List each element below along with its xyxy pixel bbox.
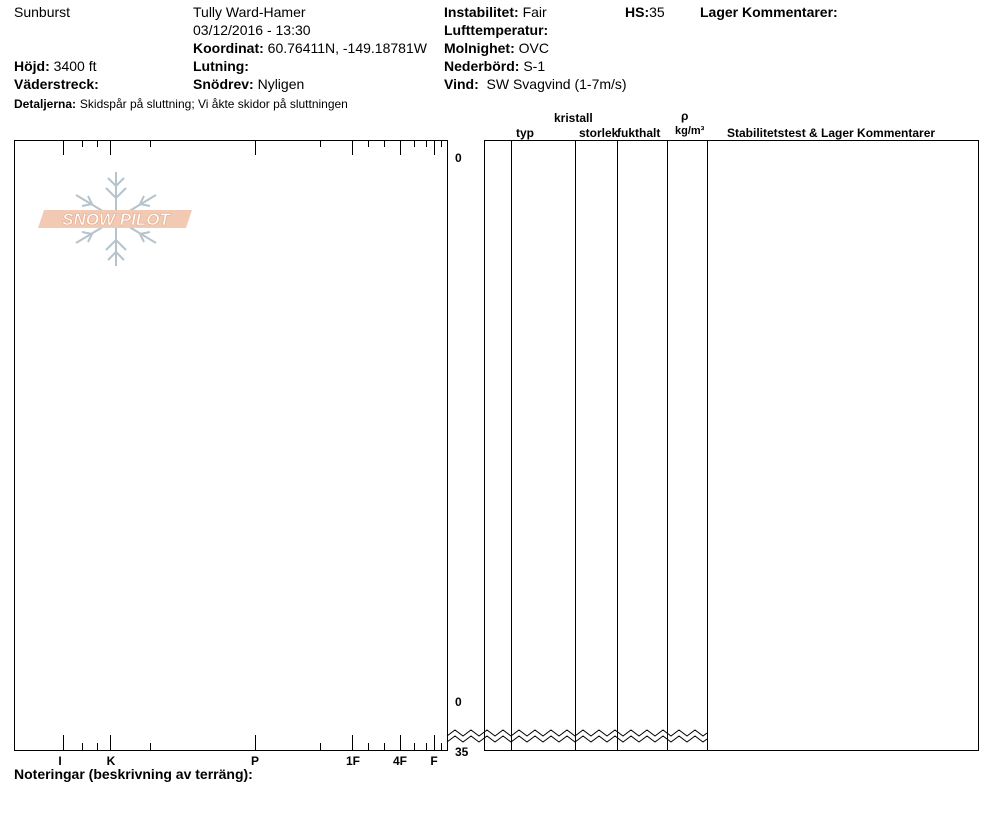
details-value: Skidspår på sluttning; Vi åkte skidor på sluttningen	[79, 97, 348, 111]
wind-value: SW Svagvind (1-7m/s)	[486, 76, 627, 92]
observer-name: Tully Ward-Hamer	[193, 4, 306, 20]
hs-value: 35	[649, 4, 665, 20]
hardness-label-i: I	[58, 754, 62, 768]
density-unit-header: kg/m³	[675, 125, 705, 137]
hs-label: HS:	[625, 4, 650, 20]
precip-value: S-1	[523, 58, 546, 74]
coordinates-label: Koordinat:	[193, 40, 264, 56]
precip-label: Nederbörd:	[444, 58, 520, 74]
hardness-top-ticks	[64, 140, 442, 155]
wind-loading-label: Snödrev:	[193, 76, 254, 92]
stability-label: Instabilitet:	[444, 4, 519, 20]
layer-comments-label: Lager Kommentarer:	[700, 4, 838, 20]
logo-text: SNOW PILOT	[62, 210, 170, 229]
stability-comments-header: Stabilitetstest & Lager Kommentarer	[727, 126, 936, 140]
location-name: Sunburst	[14, 4, 71, 20]
depth-label-bottom-inner: 0	[455, 695, 462, 709]
depth-label-top: 0	[455, 151, 462, 165]
layer-table-frame	[485, 141, 979, 751]
slope-label: Lutning:	[193, 58, 249, 74]
type-header: typ	[516, 126, 534, 140]
elevation-label: Höjd:	[14, 58, 50, 74]
hardness-label-k: K	[106, 754, 116, 768]
aspect-label: Väderstreck:	[14, 76, 99, 92]
hardness-label-f: F	[430, 754, 438, 768]
sky-label: Molnighet:	[444, 40, 515, 56]
coordinates-value: 60.76411N, -149.18781W	[267, 40, 427, 56]
hardness-label-4f: 4F	[392, 754, 408, 768]
air-temp-label: Lufttemperatur:	[444, 22, 549, 38]
stability-value: Fair	[522, 4, 547, 20]
wind-label: Vind:	[444, 76, 479, 92]
details-label: Detaljerna:	[14, 97, 77, 111]
observation-datetime: 03/12/2016 - 13:30	[193, 22, 311, 38]
elevation-value: 3400 ft	[53, 58, 97, 74]
rho-header: ρ	[681, 109, 689, 123]
hardness-label-p: P	[250, 754, 260, 768]
hardness-label-1f: 1F	[345, 754, 361, 768]
depth-label-bottom: 35	[455, 745, 469, 759]
snow-pilot-logo	[36, 170, 196, 270]
wind-loading-value: Nyligen	[257, 76, 305, 92]
crystal-header: kristall	[554, 111, 593, 125]
moisture-header: fukthalt	[617, 126, 661, 140]
sky-value: OVC	[518, 40, 549, 56]
size-header: storlek	[579, 126, 619, 140]
hardness-bottom-ticks	[64, 735, 442, 750]
layer-table-column-lines	[512, 140, 708, 750]
notes-label: Noteringar (beskrivning av terräng):	[14, 766, 253, 782]
